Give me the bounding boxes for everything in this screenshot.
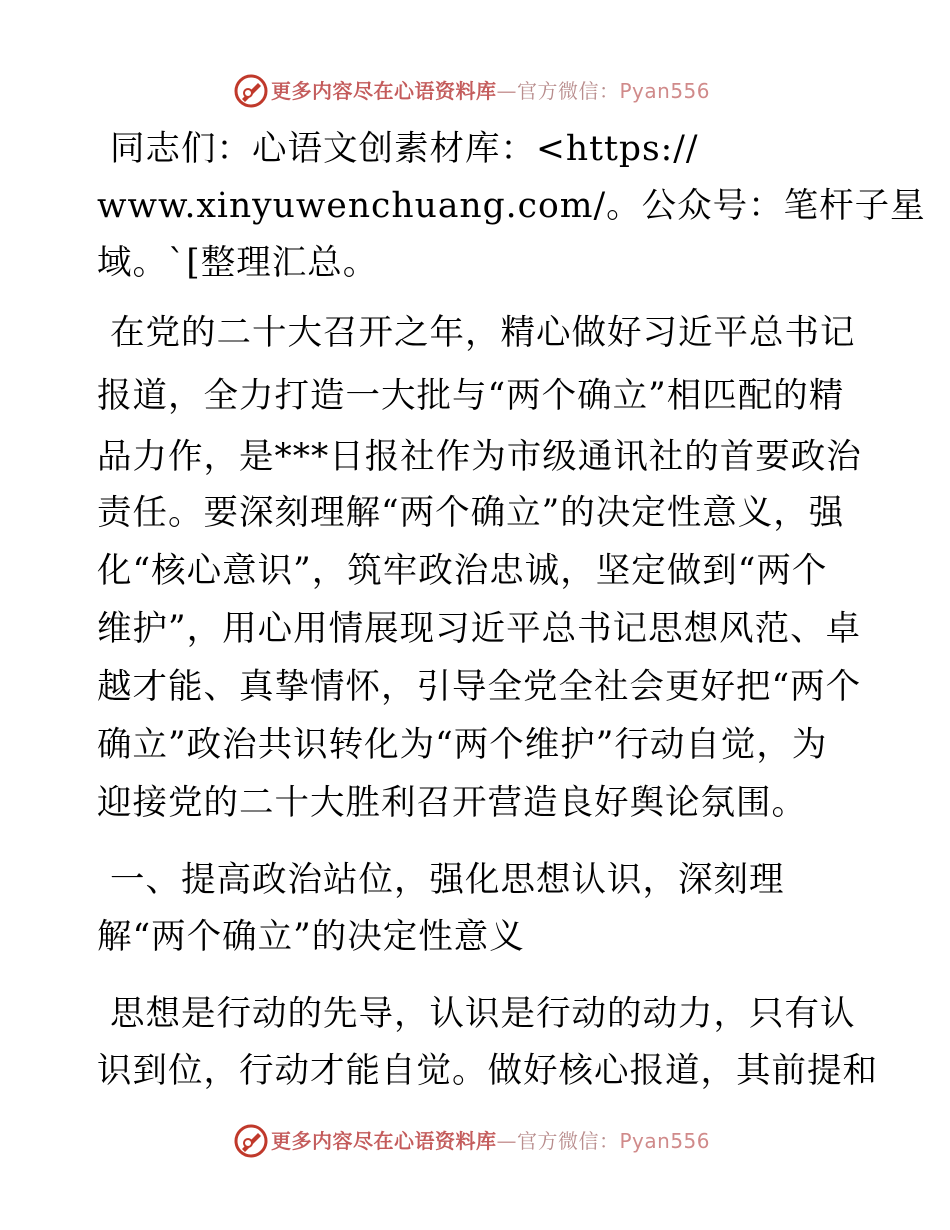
wechat-id: Pyan556	[619, 1129, 711, 1153]
text-line: 化“核心意识”，筑牢政治忠诚，坚定做到“两个	[97, 551, 828, 591]
text-line: 责任。要深刻理解“两个确立”的决定性意义，强	[97, 493, 845, 533]
text-line: 识到位，行动才能自觉。做好核心报道，其前提和	[97, 1051, 878, 1091]
text-line: 品力作，是***日报社作为市级通讯社的首要政治	[97, 437, 862, 477]
text-line: 确立”政治共识转化为“两个维护”行动自觉，为	[97, 725, 828, 765]
banner-text	[271, 1127, 710, 1155]
section-heading: 一、提高政治站位，强化思想认识，深刻理	[110, 860, 785, 900]
banner-dash: —	[496, 1129, 517, 1153]
text-line: 域。`[整理汇总。	[97, 243, 379, 283]
header-banner	[0, 71, 950, 111]
banner-slogan: 更多内容尽在心语资料库	[271, 79, 497, 103]
text-line: 维护”，用心用情展现习近平总书记思想风范、卓	[97, 609, 862, 649]
text-line: 迎接党的二十大胜利召开营造良好舆论氛围。	[97, 783, 807, 823]
footer-banner	[0, 1121, 950, 1161]
text-line: www.xinyuwenchuang.com/。公众号：笔杆子星	[97, 186, 926, 226]
brand-logo-icon	[233, 73, 269, 109]
text-line: 在党的二十大召开之年，精心做好习近平总书记	[110, 313, 856, 353]
banner-slogan: 更多内容尽在心语资料库	[271, 1129, 497, 1153]
text-line: 越才能、真挚情怀，引导全党全社会更好把“两个	[97, 667, 862, 707]
banner-text	[271, 77, 710, 105]
text-line: 同志们：心语文创素材库：<https://	[110, 129, 699, 169]
section-heading: 解“两个确立”的决定性意义	[97, 917, 525, 957]
wechat-label: 官方微信：	[517, 79, 620, 103]
wechat-label: 官方微信：	[517, 1129, 620, 1153]
text-line: 报道，全力打造一大批与“两个确立”相匹配的精	[97, 376, 845, 416]
wechat-id: Pyan556	[619, 79, 711, 103]
banner-dash: —	[496, 79, 517, 103]
text-line: 思想是行动的先导，认识是行动的动力，只有认	[110, 994, 856, 1034]
brand-logo-icon	[233, 1123, 269, 1159]
